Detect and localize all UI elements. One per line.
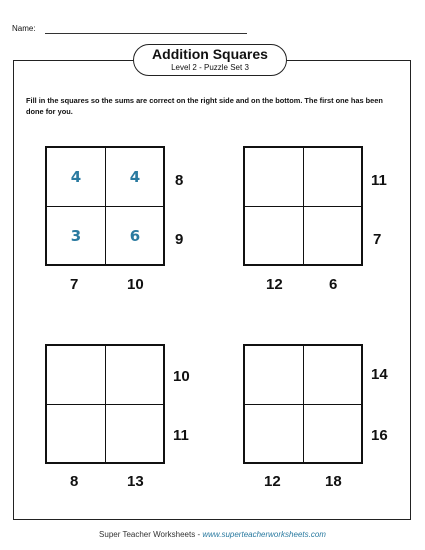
puzzle-3-grid [45, 344, 165, 464]
puzzle-4-col-sum: 12 [264, 473, 281, 490]
puzzle-4-row-sum: 14 [371, 366, 388, 383]
puzzle-1-row-sum: 8 [175, 172, 184, 189]
puzzle-2-cell[interactable] [304, 207, 362, 265]
puzzle-1-grid [45, 146, 165, 266]
puzzle-1-cell[interactable]: 3 [47, 207, 106, 265]
puzzle-3-cell[interactable] [47, 405, 106, 463]
footer-url[interactable]: www.superteacherworksheets.com [202, 530, 326, 539]
puzzle-2-grid [243, 146, 363, 266]
puzzle-2-row-sum: 7 [373, 231, 382, 248]
puzzle-2-cell[interactable] [245, 207, 304, 265]
puzzle-4-cell[interactable] [304, 405, 362, 463]
puzzle-2-col-sum: 12 [266, 276, 283, 293]
puzzle-4-cell[interactable] [245, 346, 304, 405]
puzzle-2-col-sum: 6 [329, 276, 338, 293]
puzzle-3-row-sum: 10 [173, 368, 190, 385]
puzzle-2-cell[interactable] [304, 148, 362, 207]
puzzle-2-row-sum: 11 [371, 172, 387, 189]
puzzle-2-cell[interactable] [245, 148, 304, 207]
puzzle-3-col-sum: 13 [127, 473, 144, 490]
puzzle-1-col-sum: 10 [127, 276, 144, 293]
puzzle-3-row-sum: 11 [173, 427, 189, 444]
puzzle-3-cell[interactable] [106, 346, 164, 405]
title-pill [133, 44, 287, 76]
puzzle-1-cell[interactable]: 6 [129, 227, 141, 245]
name-line[interactable] [45, 33, 247, 34]
name-label: Name: [12, 24, 36, 33]
puzzle-1-row-sum: 9 [175, 231, 184, 248]
puzzle-1-cell[interactable]: 4 [106, 148, 164, 207]
puzzle-3-col-sum: 8 [70, 473, 79, 490]
instructions: Fill in the squares so the sums are correct on the right side and on the bottom. The first one has been done for you. [26, 96, 383, 116]
worksheet-title: Addition Squares [152, 46, 268, 62]
footer-separator: - [195, 530, 203, 539]
footer-brand: Super Teacher Worksheets [99, 530, 196, 539]
puzzle-1-col-sum: 7 [70, 276, 79, 293]
puzzle-4-cell[interactable] [245, 405, 304, 463]
puzzle-4-row-sum: 16 [371, 427, 388, 444]
puzzle-1-cell[interactable]: 4 [47, 148, 106, 207]
puzzle-4-col-sum: 18 [325, 473, 342, 490]
puzzle-4-grid [243, 344, 363, 464]
worksheet-subtitle: Level 2 - Puzzle Set 3 [171, 63, 249, 72]
puzzle-3-cell[interactable] [106, 405, 164, 463]
footer [0, 530, 425, 539]
puzzle-4-cell[interactable] [304, 346, 362, 405]
puzzle-3-cell[interactable] [47, 346, 106, 405]
